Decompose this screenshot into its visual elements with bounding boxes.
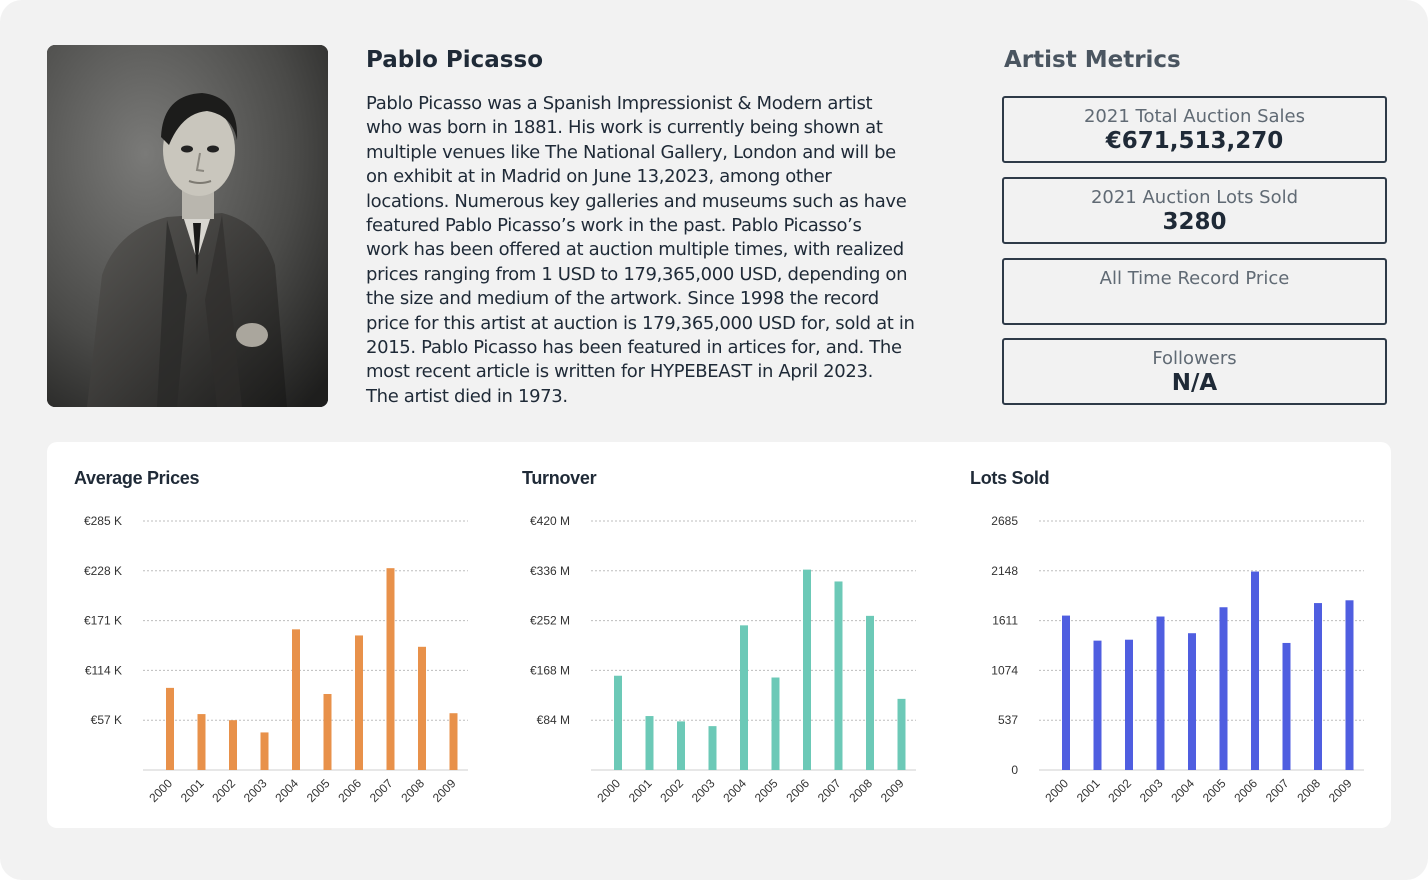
metric-card-total-sales bbox=[1002, 96, 1387, 163]
y-tick-label: €228 K bbox=[83, 563, 122, 578]
bar bbox=[866, 616, 874, 770]
x-tick-label: 2004 bbox=[1168, 776, 1198, 806]
bio-line: featured Pablo Picasso’s work in the past. Pablo Picasso’s bbox=[366, 215, 862, 237]
bar bbox=[709, 726, 717, 770]
y-tick-label: 537 bbox=[997, 713, 1018, 728]
y-tick-label: €336 M bbox=[529, 563, 570, 578]
chart-turnover-svg bbox=[495, 442, 943, 828]
x-tick-label: 2003 bbox=[240, 776, 270, 806]
y-tick-label: €252 M bbox=[529, 613, 570, 628]
x-tick-label: 2009 bbox=[877, 776, 907, 806]
metrics-title: Artist Metrics bbox=[1004, 47, 1181, 73]
chart-lots-sold bbox=[943, 442, 1391, 828]
y-tick-label: 0 bbox=[1011, 763, 1018, 777]
y-tick-label: €171 K bbox=[83, 613, 122, 628]
metric-label: 2021 Total Auction Sales bbox=[1083, 106, 1306, 127]
bar bbox=[261, 732, 269, 770]
x-tick-label: 2004 bbox=[720, 776, 750, 806]
bar bbox=[387, 568, 395, 770]
y-tick-label: €84 M bbox=[536, 713, 570, 728]
bio-line: Pablo Picasso was a Spanish Impressionist & Modern artist bbox=[366, 93, 873, 114]
y-tick-label: 2148 bbox=[991, 563, 1018, 578]
bar bbox=[835, 581, 843, 770]
x-tick-label: 2001 bbox=[625, 776, 655, 806]
x-tick-label: 2006 bbox=[1231, 776, 1261, 806]
x-tick-label: 2005 bbox=[303, 776, 333, 806]
chart-title: Average Prices bbox=[74, 468, 200, 488]
metric-card-lots-sold bbox=[1002, 177, 1387, 244]
x-tick-label: 2000 bbox=[594, 776, 624, 806]
bar bbox=[740, 625, 748, 770]
x-tick-label: 2003 bbox=[1136, 776, 1166, 806]
bar bbox=[1346, 600, 1354, 770]
x-tick-label: 2002 bbox=[1105, 776, 1135, 806]
artist-photo bbox=[47, 45, 328, 407]
x-tick-label: 2006 bbox=[335, 776, 365, 806]
y-tick-label: 1611 bbox=[992, 613, 1018, 628]
y-tick-label: €57 K bbox=[90, 713, 122, 728]
bio-line: 2015. Pablo Picasso has been featured in artices for, and. The bbox=[366, 337, 902, 359]
chart-title: Turnover bbox=[522, 468, 597, 488]
x-tick-label: 2002 bbox=[209, 776, 239, 806]
metric-value: €671,513,270 bbox=[1105, 128, 1284, 154]
metric-value: N/A bbox=[1171, 370, 1218, 396]
x-tick-label: 2005 bbox=[751, 776, 781, 806]
bio-line: work has been offered at auction multiple times, with realized bbox=[366, 239, 904, 261]
bio-line: multiple venues like The National Gallery, London and will be bbox=[366, 141, 896, 163]
x-tick-label: 2008 bbox=[846, 776, 876, 806]
bio-line: the size and medium of the artwork. Since 1998 the record bbox=[366, 288, 879, 310]
x-tick-label: 2006 bbox=[783, 776, 813, 806]
bar bbox=[1125, 640, 1133, 770]
x-tick-label: 2007 bbox=[814, 776, 844, 806]
bar bbox=[166, 688, 174, 770]
metric-card-record-price bbox=[1002, 258, 1387, 325]
y-tick-label: €168 M bbox=[529, 663, 570, 678]
x-tick-label: 2000 bbox=[146, 776, 176, 806]
x-tick-label: 2005 bbox=[1199, 776, 1229, 806]
bar bbox=[292, 629, 300, 770]
bar bbox=[355, 635, 363, 770]
bar bbox=[450, 713, 458, 770]
chart-average-prices-svg bbox=[47, 442, 495, 828]
bar bbox=[646, 716, 654, 770]
bar bbox=[324, 694, 332, 770]
bio-line: The artist died in 1973. bbox=[366, 385, 568, 407]
x-tick-label: 2009 bbox=[429, 776, 459, 806]
bar bbox=[418, 647, 426, 770]
y-tick-label: €114 K bbox=[84, 663, 122, 678]
x-tick-label: 2004 bbox=[272, 776, 302, 806]
bar bbox=[677, 721, 685, 770]
metric-label: All Time Record Price bbox=[1099, 268, 1290, 289]
chart-turnover bbox=[495, 442, 943, 828]
bar bbox=[1283, 643, 1291, 770]
bio-line: price for this artist at auction is 179,365,000 USD for, sold at in bbox=[366, 312, 915, 334]
bar bbox=[229, 720, 237, 770]
metric-card-followers bbox=[1002, 338, 1387, 405]
bio-line: prices ranging from 1 USD to 179,365,000 USD, depending on bbox=[366, 263, 908, 285]
bar bbox=[198, 714, 206, 770]
x-tick-label: 2008 bbox=[1294, 776, 1324, 806]
bar bbox=[1094, 641, 1102, 770]
bar bbox=[1314, 603, 1322, 770]
x-tick-label: 2000 bbox=[1042, 776, 1072, 806]
metric-label: Followers bbox=[1152, 348, 1237, 369]
metric-label: 2021 Auction Lots Sold bbox=[1090, 187, 1299, 208]
chart-title: Lots Sold bbox=[970, 468, 1050, 488]
y-tick-label: 2685 bbox=[991, 514, 1018, 528]
bar bbox=[803, 570, 811, 770]
bio-line: on exhibit at in Madrid on June 13,2023, among other bbox=[366, 166, 832, 188]
x-tick-label: 2001 bbox=[1073, 776, 1103, 806]
x-tick-label: 2003 bbox=[688, 776, 718, 806]
x-tick-label: 2007 bbox=[1262, 776, 1292, 806]
metric-value: 3280 bbox=[1162, 209, 1227, 235]
artist-bio bbox=[366, 92, 938, 409]
bar bbox=[1062, 616, 1070, 770]
x-tick-label: 2007 bbox=[366, 776, 396, 806]
bar bbox=[1220, 607, 1228, 770]
x-tick-label: 2009 bbox=[1325, 776, 1355, 806]
bio-line: locations. Numerous key galleries and museums such as have bbox=[366, 190, 907, 212]
bar bbox=[614, 676, 622, 770]
bar bbox=[1251, 572, 1259, 770]
charts-panel bbox=[47, 442, 1391, 828]
bar bbox=[898, 699, 906, 770]
bar bbox=[1188, 633, 1196, 770]
y-tick-label: €420 M bbox=[529, 514, 570, 528]
y-tick-label: €285 K bbox=[83, 514, 122, 528]
x-tick-label: 2008 bbox=[398, 776, 428, 806]
bar bbox=[1157, 617, 1165, 770]
bio-line: most recent article is written for HYPEBEAST in April 2023. bbox=[366, 361, 873, 383]
chart-average-prices bbox=[47, 442, 495, 828]
x-tick-label: 2001 bbox=[177, 776, 207, 806]
bar bbox=[772, 678, 780, 770]
y-tick-label: 1074 bbox=[991, 663, 1018, 678]
bio-line: who was born in 1881. His work is currently being shown at bbox=[366, 117, 883, 139]
artist-name: Pablo Picasso bbox=[366, 47, 543, 73]
x-tick-label: 2002 bbox=[657, 776, 687, 806]
chart-lots-sold-svg bbox=[943, 442, 1391, 828]
